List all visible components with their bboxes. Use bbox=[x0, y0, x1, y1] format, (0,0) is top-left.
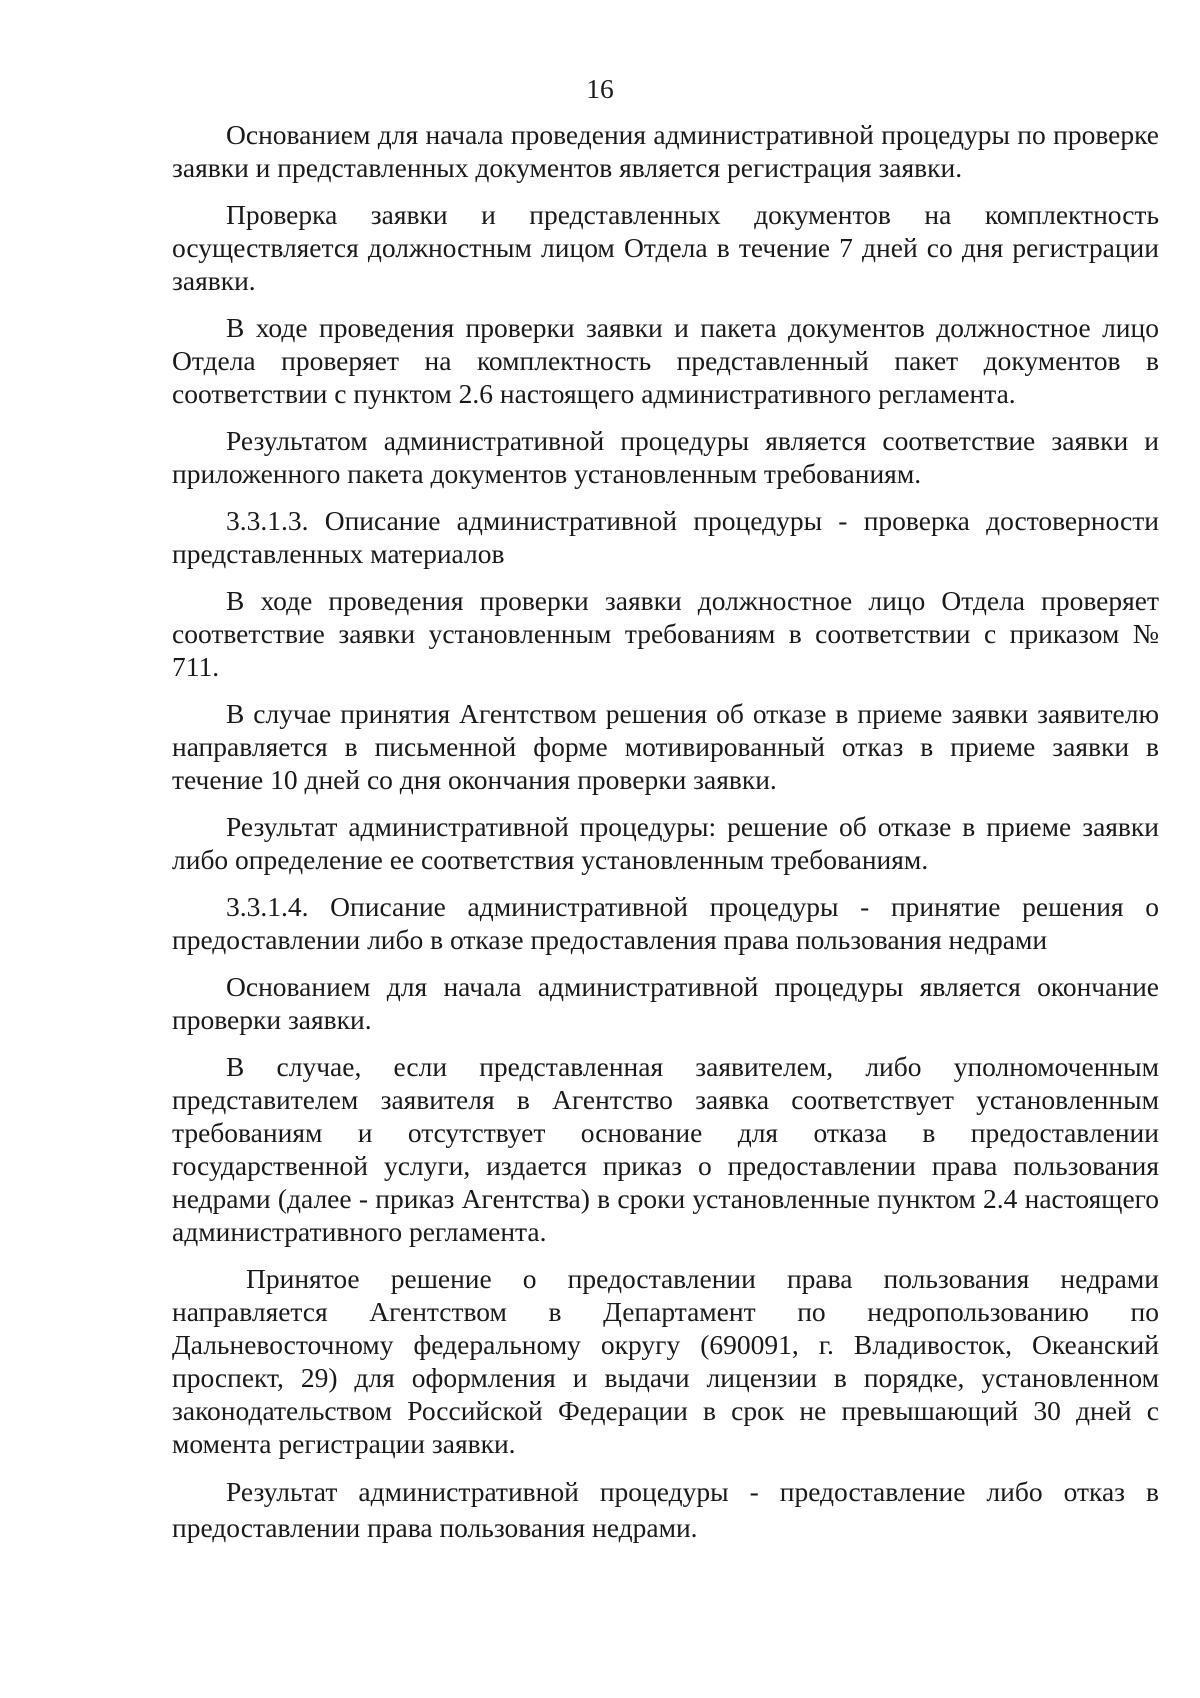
paragraph-completeness-check: Проверка заявки и представленных документов на комплектность осуществляется должностным лицом Отдела в течение 7 дней со дня регистрации заявки. bbox=[172, 199, 1159, 296]
document-body bbox=[172, 118, 1159, 1560]
paragraph-requirements-check: В ходе проведения проверки заявки должностное лицо Отдела проверяет соответствие заявки установленным требованиям в соответствии с приказом № 711. bbox=[172, 585, 1159, 682]
paragraph-decision-basis: Основанием для начала административной процедуры является окончание проверки заявки. bbox=[172, 971, 1159, 1035]
paragraph-order-issued: В случае, если представленная заявителем, либо уполномоченным представителем заявителя в Агентство заявка соответствует установленным требованиям и отсутствует основание для отказа в предоставлении государственной услуги, издается приказ о предоставлении права пользования недрами (далее - приказ Агентства) в сроки установленные пунктом 2.4 настоящего административного регламента. bbox=[172, 1051, 1159, 1247]
page-number: 16 bbox=[586, 73, 614, 104]
paragraph-refusal-notice: В случае принятия Агентством решения об отказе в приеме заявки заявителю направляется в письменной форме мотивированный отказ в приеме заявки в течение 10 дней со дня окончания проверки заявки. bbox=[172, 698, 1159, 795]
section-heading-3-3-1-3: 3.3.1.3. Описание административной процедуры - проверка достоверности представленных материалов bbox=[172, 505, 1159, 569]
paragraph-procedure-basis: Основанием для начала проведения административной процедуры по проверке заявки и представленных документов является регистрация заявки. bbox=[172, 119, 1159, 183]
section-heading-3-3-1-4: 3.3.1.4. Описание административной процедуры - принятие решения о предоставлении либо в отказе предоставления права пользования недрами bbox=[172, 891, 1159, 955]
paragraph-procedure-result: Результатом административной процедуры является соответствие заявки и приложенного пакета документов установленным требованиям. bbox=[172, 425, 1159, 489]
paragraph-refusal-result: Результат административной процедуры: решение об отказе в приеме заявки либо определение ее соответствия установленным требованиям. bbox=[172, 811, 1159, 875]
paragraph-package-check: В ходе проведения проверки заявки и пакета документов должностное лицо Отдела проверяет на комплектность представленный пакет документов в соответствии с пунктом 2.6 настоящего административного регламента. bbox=[172, 312, 1159, 409]
paragraph-decision-sent: Принятое решение о предоставлении права пользования недрами направляется Агентством в Департамент по недропользованию по Дальневосточному федеральному округу (690091, г. Владивосток, Океанский проспект, 29) для оформления и выдачи лицензии в порядке, установленном законодательством Российской Федерации в срок не превышающий 30 дней с момента регистрации заявки. bbox=[172, 1263, 1159, 1459]
paragraph-final-result: Результат административной процедуры - предоставление либо отказ в предоставлении права пользования недрами. bbox=[172, 1476, 1159, 1543]
